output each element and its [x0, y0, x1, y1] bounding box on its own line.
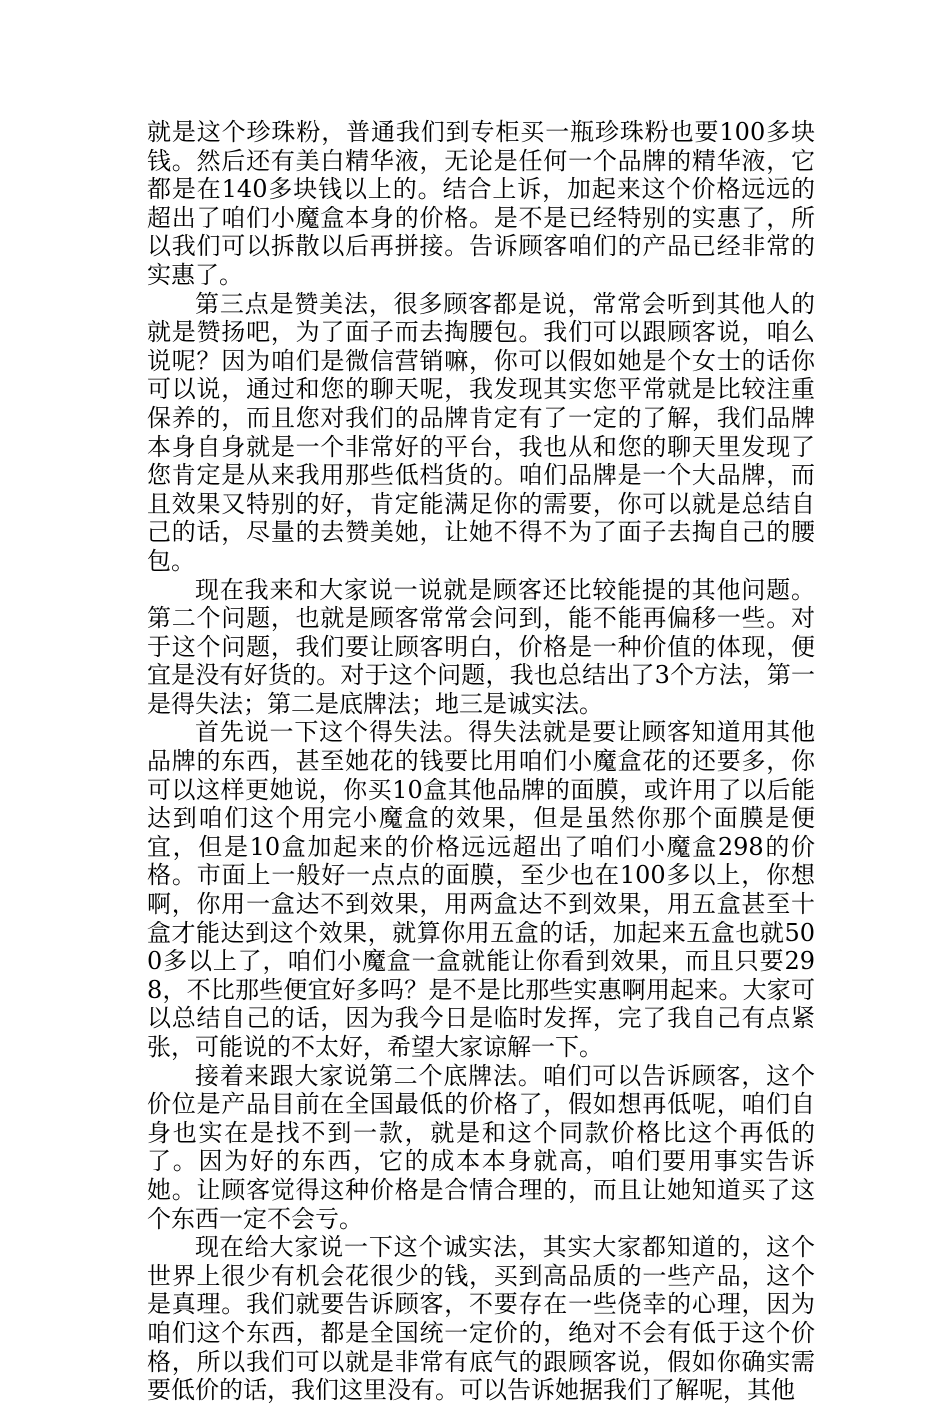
paragraph-4: 首先说一下这个得失法。得失法就是要让顾客知道用其他品牌的东西，甚至她花的钱要比用咱们小魔盒花的还要多，你可以这样更她说，你买10盒其他品牌的面膜，或许用了以后能达到咱们这个用完小魔盒的效果，但是虽然你那个面膜是便宜，但是10盒加起来的价格远远超出了咱们小魔盒298的价格。市面上一般好一点点的面膜，至少也在100多以上，你想啊，你用一盒达不到效果，用两盒达不到效果，用五盒甚至十盒才能达到这个效果，就算你用五盒的话，加起来五盒也就500多以上了，咱们小魔盒一盒就能让你看到效果，而且只要298，不比那些便宜好多吗？是不是比那些实惠啊用起来。大家可以总结自己的话，因为我今日是临时发挥，完了我自己有点紧张，可能说的不太好，希望大家谅解一下。: [147, 718, 815, 1061]
paragraph-1: 就是这个珍珠粉，普通我们到专柜买一瓶珍珠粉也要100多块钱。然后还有美白精华液，无论是任何一个品牌的精华液，它都是在140多块钱以上的。结合上诉，加起来这个价格远远的超出了咱们小魔盒本身的价格。是不是已经特别的实惠了，所以我们可以拆散以后再拼接。告诉顾客咱们的产品已经非常的实惠了。: [147, 118, 815, 289]
paragraph-2: 第三点是赞美法，很多顾客都是说，常常会听到其他人的就是赞扬吧，为了面子而去掏腰包。我们可以跟顾客说，咱么说呢？因为咱们是微信营销嘛，你可以假如她是个女士的话你可以说，通过和您的聊天呢，我发现其实您平常就是比较注重保养的，而且您对我们的品牌肯定有了一定的了解，我们品牌本身自身就是一个非常好的平台，我也从和您的聊天里发现了您肯定是从来我用那些低档货的。咱们品牌是一个大品牌，而且效果又特别的好，肯定能满足你的需要，你可以就是总结自己的话，尽量的去赞美她，让她不得不为了面子去掏自己的腰包。: [147, 289, 815, 575]
paragraph-5: 接着来跟大家说第二个底牌法。咱们可以告诉顾客，这个价位是产品目前在全国最低的价格了，假如想再低呢，咱们自身也实在是找不到一款，就是和这个同款价格比这个再低的了。因为好的东西，它的成本本身就高，咱们要用事实告诉她。让顾客觉得这种价格是合情合理的，而且让她知道买了这个东西一定不会亏。: [147, 1061, 815, 1233]
paragraph-6: 现在给大家说一下这个诚实法，其实大家都知道的，这个世界上很少有机会花很少的钱，买到高品质的一些产品，这个是真理。我们就要告诉顾客，不要存在一些侥幸的心理，因为咱们这个东西，都是全国统一定价的，绝对不会有低于这个价格，所以我们可以就是非常有底气的跟顾客说，假如你确实需要低价的话，我们这里没有。可以告诉她据我们了解呢，其他: [147, 1233, 815, 1405]
paragraph-3: 现在我来和大家说一说就是顾客还比较能提的其他问题。第二个问题，也就是顾客常常会问到，能不能再偏移一些。对于这个问题，我们要让顾客明白，价格是一种价值的体现，便宜是没有好货的。对于这个问题，我也总结出了3个方法，第一是得失法；第二是底牌法；地三是诚实法。: [147, 575, 815, 718]
document-page: [147, 118, 815, 1405]
